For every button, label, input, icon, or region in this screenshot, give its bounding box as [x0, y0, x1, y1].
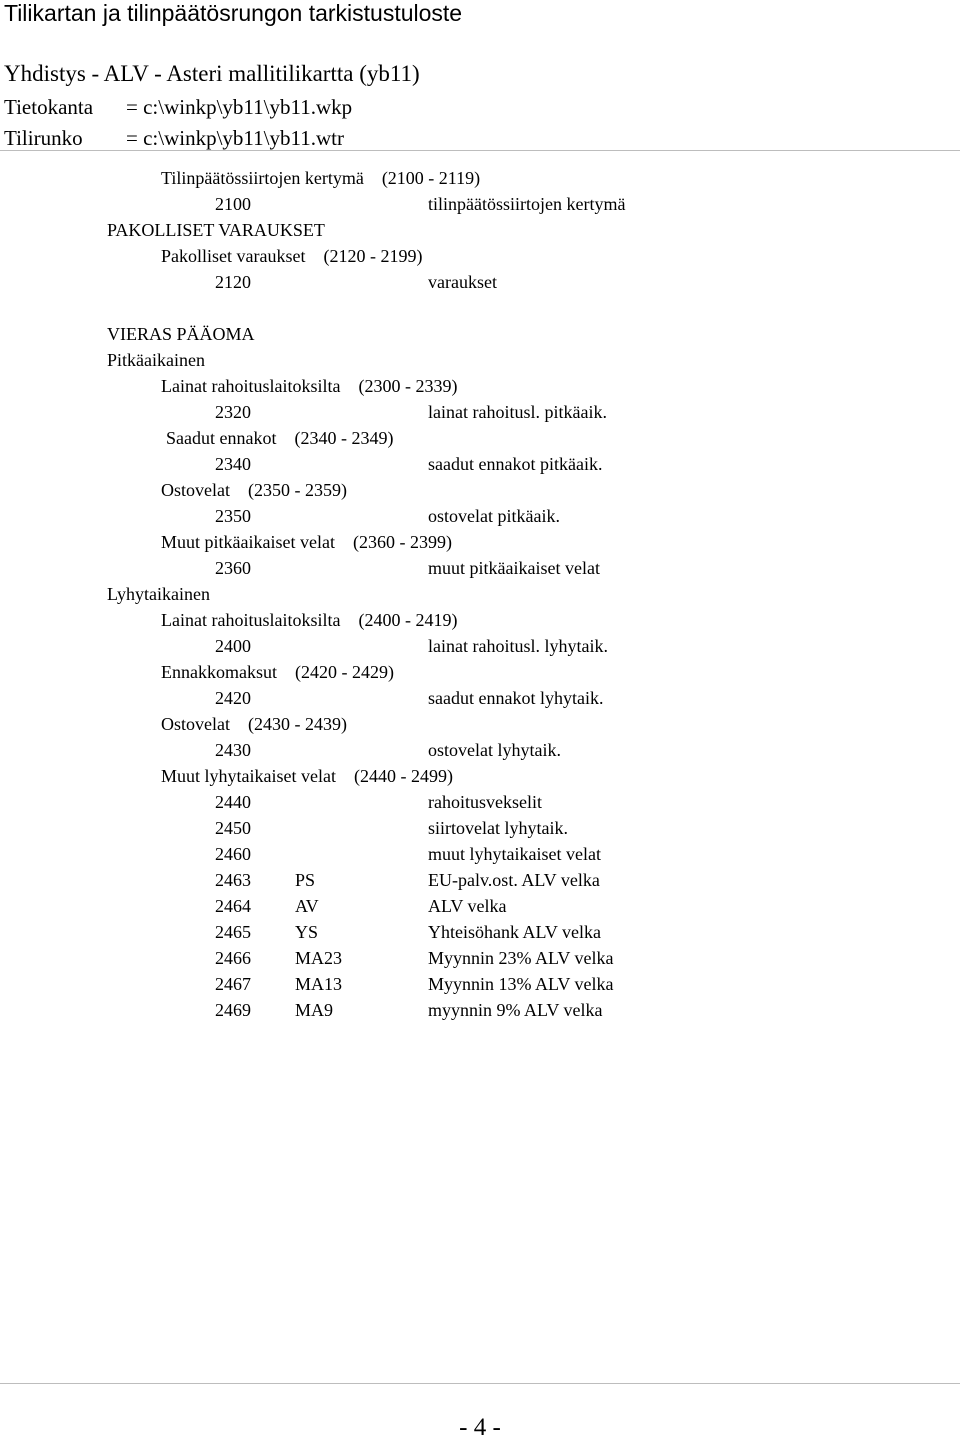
- spacer-row: [0, 298, 960, 324]
- account-name: Yhteisöhank ALV velka: [428, 922, 601, 942]
- account-number: 2360: [215, 558, 251, 578]
- account-number: 2420: [215, 688, 251, 708]
- account-number: 2469: [215, 1000, 251, 1020]
- account-row: [0, 922, 960, 948]
- account-name: rahoitusvekselit: [428, 792, 542, 812]
- vat-code: MA23: [295, 948, 343, 968]
- vat-code: YS: [295, 922, 319, 942]
- account-row: [0, 1000, 960, 1026]
- group-heading: [0, 246, 960, 272]
- group-heading: [0, 714, 960, 740]
- group-heading-text: Muut pitkäaikaiset velat (2360 - 2399): [161, 532, 452, 552]
- account-row: [0, 402, 960, 428]
- account-name: ALV velka: [428, 896, 507, 916]
- vat-code: AV: [295, 896, 319, 916]
- account-name: ostovelat lyhytaik.: [428, 740, 561, 760]
- database-value: = c:\winkp\yb11\yb11.wkp: [126, 95, 353, 119]
- account-name: Myynnin 13% ALV velka: [428, 974, 614, 994]
- account-number: 2440: [215, 792, 251, 812]
- account-number: 2350: [215, 506, 251, 526]
- group-heading-text: Pakolliset varaukset (2120 - 2199): [161, 246, 423, 266]
- footer-divider: [0, 1383, 960, 1384]
- account-name: lainat rahoitusl. pitkäaik.: [428, 402, 607, 422]
- group-heading-text: Ostovelat (2350 - 2359): [161, 480, 347, 500]
- group-heading-text: Muut lyhytaikaiset velat (2440 - 2499): [161, 766, 453, 786]
- account-row: [0, 558, 960, 584]
- header-divider: [0, 150, 960, 151]
- group-heading: [0, 610, 960, 636]
- account-name: EU-palv.ost. ALV velka: [428, 870, 600, 890]
- account-name: lainat rahoitusl. lyhytaik.: [428, 636, 608, 656]
- account-name: tilinpäätössiirtojen kertymä: [428, 194, 626, 214]
- account-number: 2100: [215, 194, 251, 214]
- account-row: [0, 818, 960, 844]
- group-heading-text: Lainat rahoituslaitoksilta (2300 - 2339): [161, 376, 458, 396]
- account-row: [0, 948, 960, 974]
- database-label: Tietokanta: [4, 95, 94, 119]
- account-row: [0, 454, 960, 480]
- account-name: muut pitkäaikaiset velat: [428, 558, 600, 578]
- section-heading-text: PAKOLLISET VARAUKSET: [107, 220, 325, 240]
- account-number: 2450: [215, 818, 251, 838]
- account-name: saadut ennakot pitkäaik.: [428, 454, 603, 474]
- account-number: 2430: [215, 740, 251, 760]
- group-heading-text: Ostovelat (2430 - 2439): [161, 714, 347, 734]
- section-heading-text: Pitkäaikainen: [107, 350, 205, 370]
- section-heading: [0, 324, 960, 350]
- account-name: Myynnin 23% ALV velka: [428, 948, 614, 968]
- report-title: Tilikartan ja tilinpäätösrungon tarkistustuloste: [4, 0, 463, 26]
- account-row: [0, 688, 960, 714]
- group-heading: [0, 376, 960, 402]
- account-row: [0, 194, 960, 220]
- account-row: [0, 272, 960, 298]
- frame-value: = c:\winkp\yb11\yb11.wtr: [126, 126, 344, 150]
- group-heading: [0, 766, 960, 792]
- account-number: 2340: [215, 454, 251, 474]
- group-heading: [0, 168, 960, 194]
- account-row: [0, 740, 960, 766]
- account-number: 2465: [215, 922, 251, 942]
- group-heading-text: Ennakkomaksut (2420 - 2429): [161, 662, 394, 682]
- vat-code: MA13: [295, 974, 343, 994]
- vat-code: MA9: [295, 1000, 334, 1020]
- group-heading: [0, 428, 960, 454]
- account-row: [0, 506, 960, 532]
- group-heading: [0, 480, 960, 506]
- section-heading: [0, 220, 960, 246]
- frame-label: Tilirunko: [4, 126, 83, 150]
- account-name: saadut ennakot lyhytaik.: [428, 688, 604, 708]
- account-name: ostovelat pitkäaik.: [428, 506, 560, 526]
- account-number: 2320: [215, 402, 251, 422]
- account-name: muut lyhytaikaiset velat: [428, 844, 601, 864]
- section-heading-text: VIERAS PÄÄOMA: [107, 324, 255, 344]
- group-heading-text: Tilinpäätössiirtojen kertymä (2100 - 2119): [161, 168, 481, 188]
- account-row: [0, 974, 960, 1000]
- account-row: [0, 636, 960, 662]
- vat-code: PS: [295, 870, 316, 890]
- account-number: 2460: [215, 844, 251, 864]
- account-row: [0, 870, 960, 896]
- section-heading-text: Lyhytaikainen: [107, 584, 210, 604]
- account-row: [0, 844, 960, 870]
- page-number: - 4 -: [459, 1414, 501, 1441]
- account-name: varaukset: [428, 272, 497, 292]
- account-name: siirtovelat lyhytaik.: [428, 818, 568, 838]
- account-number: 2120: [215, 272, 251, 292]
- group-heading-text: Lainat rahoituslaitoksilta (2400 - 2419): [161, 610, 458, 630]
- section-heading: [0, 584, 960, 610]
- account-number: 2463: [215, 870, 251, 890]
- account-row: [0, 896, 960, 922]
- account-number: 2466: [215, 948, 251, 968]
- report-subtitle: Yhdistys - ALV - Asteri mallitilikartta (yb11): [4, 61, 420, 86]
- account-number: 2400: [215, 636, 251, 656]
- group-heading: [0, 662, 960, 688]
- group-heading: [0, 532, 960, 558]
- account-number: 2464: [215, 896, 251, 916]
- account-row: [0, 792, 960, 818]
- section-heading: [0, 350, 960, 376]
- group-heading-text: Saadut ennakot (2340 - 2349): [166, 428, 394, 448]
- account-number: 2467: [215, 974, 251, 994]
- account-name: myynnin 9% ALV velka: [428, 1000, 603, 1020]
